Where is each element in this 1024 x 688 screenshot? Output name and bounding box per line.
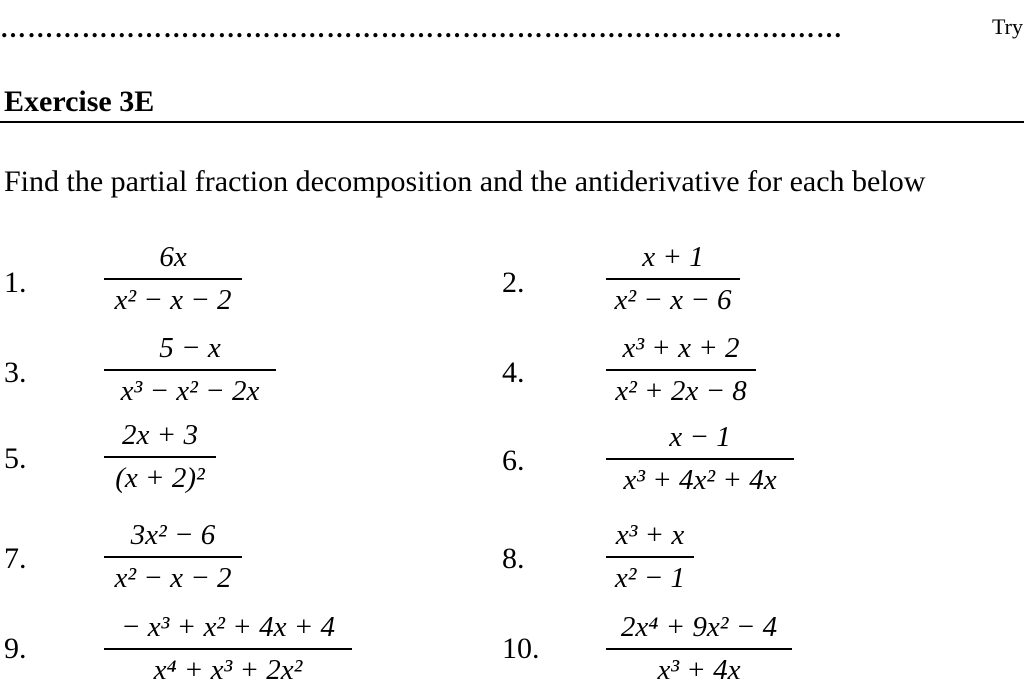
problem-8-label: 8. bbox=[502, 542, 525, 575]
fraction-bar bbox=[104, 278, 242, 280]
problem-3-label: 3. bbox=[4, 356, 27, 389]
fraction-bar bbox=[606, 648, 792, 650]
problem-9-denominator: x⁴ + x³ + 2x² bbox=[153, 654, 303, 686]
fraction-bar bbox=[104, 556, 242, 558]
problem-8-fraction bbox=[606, 520, 694, 593]
dotted-leader-line: ………………………………………………………………………………… bbox=[0, 16, 844, 42]
problem-5-fraction bbox=[104, 420, 216, 493]
problem-4-numerator: x³ + x + 2 bbox=[622, 332, 740, 364]
problem-10-fraction bbox=[606, 612, 792, 685]
problem-10-denominator: x³ + 4x bbox=[657, 654, 741, 686]
problem-5-denominator: (x + 2)² bbox=[115, 462, 205, 494]
fraction-bar bbox=[104, 648, 352, 650]
problem-9-numerator: − x³ + x² + 4x + 4 bbox=[120, 611, 336, 643]
fraction-bar bbox=[104, 369, 276, 371]
problem-7-denominator: x² − x − 2 bbox=[114, 562, 232, 594]
problem-5-numerator: 2x + 3 bbox=[122, 419, 198, 451]
problem-2-label: 2. bbox=[502, 266, 525, 299]
fraction-bar bbox=[606, 458, 794, 460]
problem-6-numerator: x − 1 bbox=[669, 421, 731, 453]
problem-2-denominator: x² − x − 6 bbox=[614, 284, 732, 316]
problem-9-label: 9. bbox=[4, 632, 27, 665]
problem-10-numerator: 2x⁴ + 9x² − 4 bbox=[620, 611, 778, 643]
problem-6-denominator: x³ + 4x² + 4x bbox=[623, 464, 777, 496]
fraction-bar bbox=[606, 369, 756, 371]
problem-2-fraction bbox=[606, 242, 740, 315]
problem-8-denominator: x² − 1 bbox=[614, 562, 686, 594]
problem-4-fraction bbox=[606, 333, 756, 406]
problem-6-label: 6. bbox=[502, 444, 525, 477]
problem-3-denominator: x³ − x² − 2x bbox=[120, 375, 260, 407]
problem-7-numerator: 3x² − 6 bbox=[130, 519, 216, 551]
problem-2-numerator: x + 1 bbox=[642, 241, 704, 273]
fraction-bar bbox=[606, 556, 694, 558]
title-divider bbox=[0, 121, 1024, 123]
problem-4-label: 4. bbox=[502, 356, 525, 389]
problem-1-fraction bbox=[104, 242, 242, 315]
fraction-bar bbox=[606, 278, 740, 280]
problem-4-denominator: x² + 2x − 8 bbox=[615, 375, 747, 407]
try-label: Try bbox=[992, 14, 1023, 39]
problem-3-fraction bbox=[104, 333, 276, 406]
page-title: Exercise 3E bbox=[4, 85, 155, 118]
problem-3-numerator: 5 − x bbox=[159, 332, 221, 364]
fraction-bar bbox=[104, 456, 216, 458]
problem-10-label: 10. bbox=[502, 632, 540, 665]
problem-5-label: 5. bbox=[4, 442, 27, 475]
problem-9-fraction bbox=[104, 612, 352, 685]
problem-1-denominator: x² − x − 2 bbox=[114, 284, 232, 316]
problem-7-label: 7. bbox=[4, 542, 27, 575]
problem-6-fraction bbox=[606, 422, 794, 495]
problem-1-label: 1. bbox=[4, 266, 27, 299]
problem-1-numerator: 6x bbox=[159, 241, 187, 273]
problem-8-numerator: x³ + x bbox=[615, 519, 685, 551]
instructions: Find the partial fraction decomposition and the antiderivative for each below bbox=[4, 165, 926, 198]
problem-7-fraction bbox=[104, 520, 242, 593]
